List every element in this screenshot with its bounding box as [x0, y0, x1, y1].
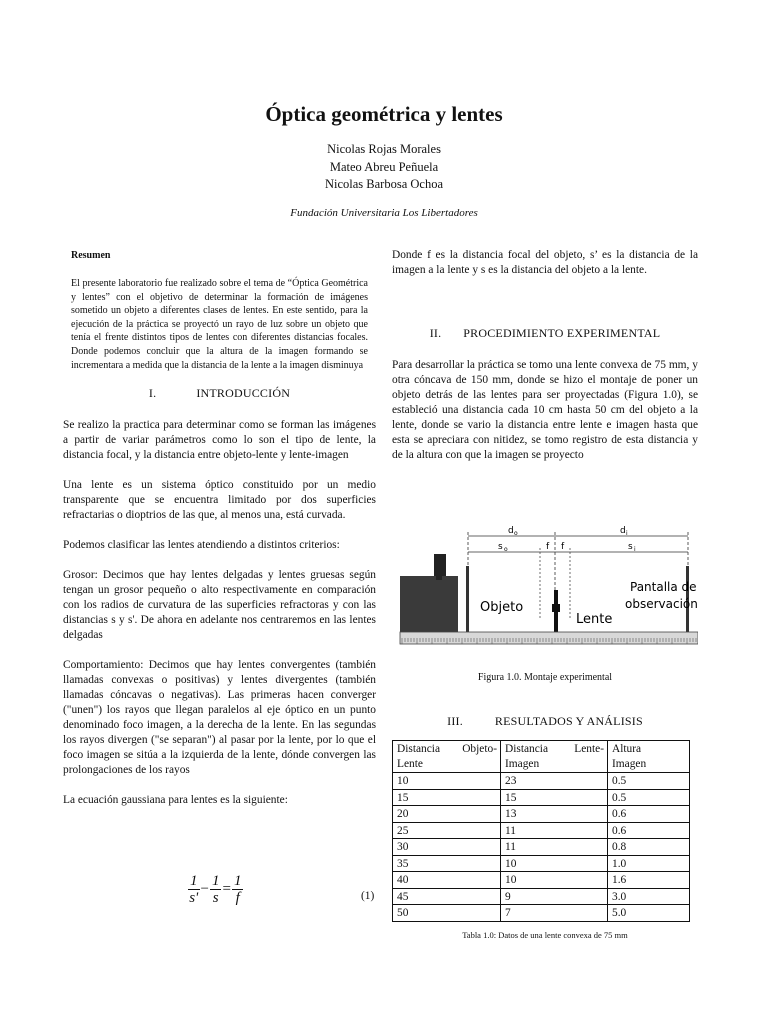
experimental-setup-figure [398, 518, 698, 648]
table-cell: 35 [393, 855, 501, 872]
table-cell: 15 [393, 789, 501, 806]
section-title: PROCEDIMIENTO EXPERIMENTAL [463, 326, 661, 340]
equation-number: (1) [361, 890, 375, 902]
table-cell: 23 [501, 773, 608, 790]
label-di-sub: i [626, 530, 628, 537]
results-table [392, 740, 690, 922]
author-name: Nicolas Barbosa Ochoa [324, 177, 444, 191]
paragraph: Podemos clasificar las lentes atendiendo a distintos criterios: [63, 539, 340, 552]
table-cell: 0.5 [608, 789, 690, 806]
section-number: I. [148, 386, 157, 401]
label-si-sub: i [634, 546, 636, 553]
table-cell: 9 [501, 888, 608, 905]
eq-numerator: 1 [190, 873, 198, 889]
table-cell: 11 [501, 822, 608, 839]
table-row [393, 905, 690, 922]
table-cell: 30 [393, 839, 501, 856]
table-cell: 1.6 [608, 872, 690, 889]
table-cell: 11 [501, 839, 608, 856]
table-header-cell: Altura Imagen [608, 741, 690, 773]
table-row [393, 806, 690, 823]
table-cell: 1.0 [608, 855, 690, 872]
table-cell: 40 [393, 872, 501, 889]
table-caption: Tabla 1.0: Datos de una lente convexa de 75 mm [462, 930, 628, 940]
section-title: RESULTADOS Y ANÁLISIS [494, 714, 643, 728]
table-cell: 5.0 [608, 905, 690, 922]
table-header-cell: Distancia Lente- Imagen [501, 741, 608, 773]
paragraph: Para desarrollar la práctica se tomo una lente convexa de 75 mm, y otra cóncava de 150 mm, donde se hizo el montaje de poner un objeto detrás de las lentes para ser proyectadas (Figura 1.0), se estableció una distancia cada 10 cm hasta 50 cm del objeto a la lente, donde se vario la distancia entre lente e imagen hasta que esta se apreciara con nitidez, se tomo registro de esta distancia y de la altura con que la imagen se proyecto [392, 359, 698, 461]
section-heading-results [392, 714, 698, 729]
section-heading-introduction [63, 386, 376, 401]
paragraph: Comportamiento: Decimos que hay lentes convergentes (también llamadas convexas o positivas) y lentes divergentes (también llamadas cóncavas o negativas). Las primeras hacen converger ("unen") los rayos que llegan paralelos al eje óptico en un punto denominado foco imagen, a la derecha de la lente. En las segundas los rayos divergen ("se separan") al pasar por la lente, por lo que el foco imagen se sitúa a la izquierda de la lente, dónde convergen las prolongaciones de los rayos [63, 659, 376, 777]
paragraph: Grosor: Decimos que hay lentes delgadas y lentes gruesas según tengan un grosor pequeño o alto respectivamente en comparación con los radios de curvatura de las superficies refractoras y con las distancias s y s'. De ahora en adelante nos centraremos en las lentes delgadas [63, 569, 376, 642]
table-cell: 45 [393, 888, 501, 905]
section-title: INTRODUCCIÓN [196, 386, 291, 401]
abstract-heading: Resumen [71, 250, 111, 261]
paragraph: Una lente es un sistema óptico constituido por un medio transparente que se encuentra limitado por dos superficies refractarias o dioptrios de las que, al menos una, está curvada. [63, 479, 376, 522]
table-cell: 25 [393, 822, 501, 839]
label-f: f [561, 542, 565, 552]
label-do: d [508, 526, 514, 536]
table-cell: 15 [501, 789, 608, 806]
label-objeto: Objeto [480, 600, 524, 615]
left-column [63, 248, 376, 808]
paragraph: Se realizo la practica para determinar como se forman las imágenes a partir de variar parámetros como lo son el tipo de lente, la distancia focal, y la distancia entre objeto-lente y lente-imagen [63, 419, 376, 462]
section-number: II. [429, 326, 442, 340]
table-cell: 10 [501, 855, 608, 872]
gaussian-lens-equation [188, 873, 243, 906]
eq-denominator: s' [189, 890, 199, 906]
label-so: s [498, 542, 503, 552]
label-lente: Lente [576, 612, 613, 627]
table-cell: 10 [393, 773, 501, 790]
eq-denominator: s [212, 890, 219, 906]
abstract-text: El presente laboratorio fue realizado sobre el tema de “Óptica Geométrica y lentes” con el objetivo de determinar la formación de imágenes sometido un objeto a diferentes clases de lentes. En este sentido, para la ejecución de la práctica se proyectó un rayo de luz sobre un objeto que tenía el frente distintos tipos de lentes con diferentes distancias focales. Donde podemos concluir que la altura de la imagen formando se incrementara a medida que la distancia de la lente a la imagen disminuya [71, 278, 368, 371]
table-row [393, 872, 690, 889]
table-row [393, 773, 690, 790]
table-row [393, 789, 690, 806]
label-pantalla: Pantalla de [630, 580, 697, 594]
eq-equals: = [222, 881, 231, 897]
table-cell: 0.5 [608, 773, 690, 790]
table-cell: 0.6 [608, 822, 690, 839]
section-heading-procedure [392, 326, 698, 341]
label-si: s [628, 542, 633, 552]
table-cell: 7 [501, 905, 608, 922]
author-name: Mateo Abreu Peñuela [329, 159, 439, 174]
table-cell: 0.8 [608, 839, 690, 856]
light-source-box [400, 576, 458, 632]
table-row [393, 855, 690, 872]
table-header-cell: Distancia Objeto- Lente [393, 741, 501, 773]
table-cell: 20 [393, 806, 501, 823]
label-observacion: observación [625, 597, 698, 611]
label-di: d [620, 526, 626, 536]
paper-title: Óptica geométrica y lentes [265, 102, 503, 126]
paragraph: La ecuación gaussiana para lentes es la siguiente: [63, 794, 288, 807]
object-stand [466, 566, 469, 632]
table-row [393, 822, 690, 839]
table-cell: 0.6 [608, 806, 690, 823]
label-do-sub: o [514, 530, 518, 537]
table-row [393, 839, 690, 856]
table-cell: 13 [501, 806, 608, 823]
light-source-lamp [434, 554, 446, 576]
paragraph: Donde f es la distancia focal del objeto, s’ es la distancia de la imagen a la lente y s es la distancia del objeto a la lente. [392, 249, 698, 276]
figure-caption: Figura 1.0. Montaje experimental [477, 672, 613, 683]
author-list [0, 141, 768, 194]
table-cell: 50 [393, 905, 501, 922]
table-row [393, 888, 690, 905]
label-so-sub: o [504, 546, 508, 553]
right-column [392, 248, 698, 463]
eq-denominator: f [235, 890, 240, 906]
label-f: f [546, 542, 550, 552]
table-cell: 3.0 [608, 888, 690, 905]
table-cell: 10 [501, 872, 608, 889]
table-header-row [393, 741, 690, 773]
author-name: Nicolas Rojas Morales [327, 142, 441, 156]
eq-numerator: 1 [211, 873, 220, 889]
setup-diagram [398, 518, 698, 648]
affiliation: Fundación Universitaria Los Libertadores [290, 207, 478, 219]
section-number: III. [447, 714, 463, 728]
eq-minus: − [200, 881, 209, 897]
eq-numerator: 1 [233, 873, 242, 889]
